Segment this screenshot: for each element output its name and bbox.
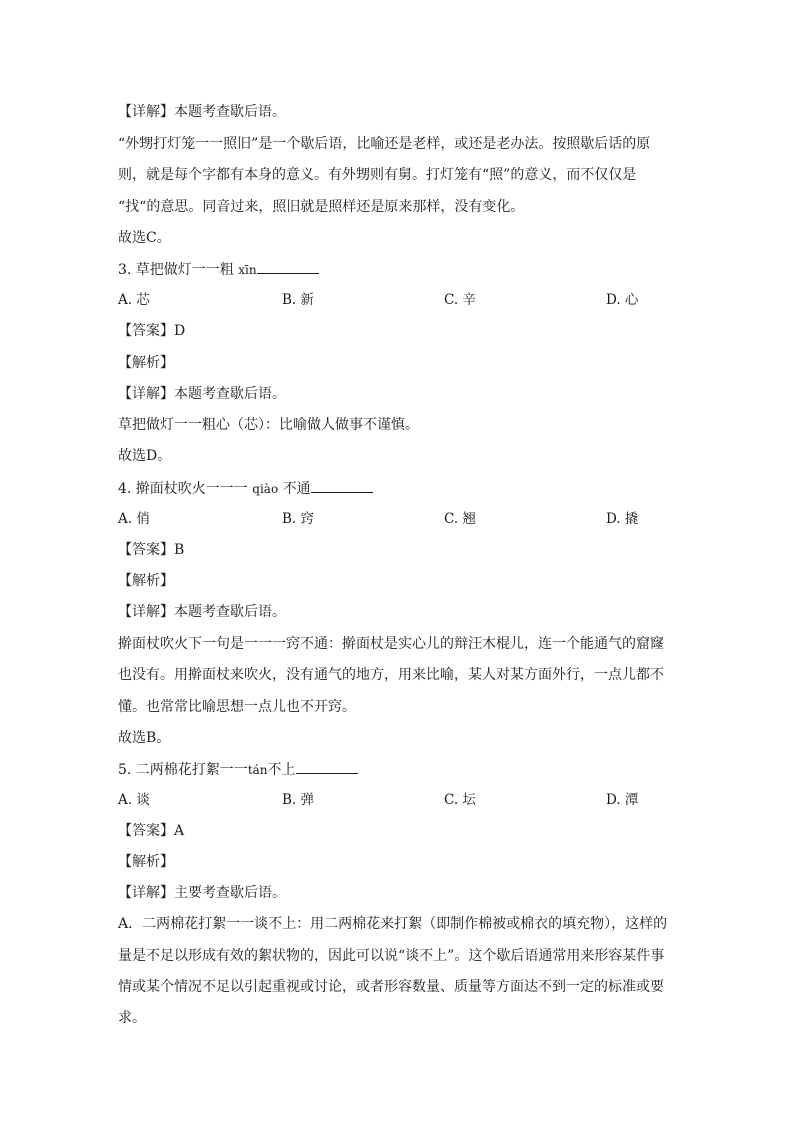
q5-detail-line-4: 求。 [118, 1010, 146, 1026]
q5-option-a: A. 谈 [118, 792, 150, 808]
q5-detail-line-3: 情或某个情况不足以引起重视或讨论，或者形容数量、质量等方面达不到一定的标准或要 [118, 979, 664, 995]
q4-stem [118, 478, 373, 499]
q5-option-b: B. 弹 [282, 792, 315, 808]
q5-answer: 【答案】A [118, 823, 185, 839]
q4-detail-line-2: 也没有。用擀面杖来吹火，没有通气的地方，用来比喻，某人对某方面外行，一点儿都不 [118, 667, 664, 683]
q4-detail-line-1: 擀面杖吹火下一句是一一一窍不通：擀面杖是实心儿的辩汪木棍儿，连一个能通气的窟窿 [118, 636, 664, 652]
q4-option-d: D. 撬 [606, 511, 639, 527]
q4-answer-blank [311, 478, 373, 493]
q2-detail-line-3: “找“的意思。同音过来，照旧就是照样还是原来那样，没有变化。 [118, 199, 525, 215]
q4-option-a: A. 俏 [118, 511, 150, 527]
q4-analysis: 【解析】 [118, 573, 174, 589]
q4-option-b: B. 窍 [282, 511, 315, 527]
q2-detail-line-1: “外甥打灯笼一一照旧”是一个歇后语，比喻还是老样，或还是老办法。按照歇后话的原 [118, 136, 651, 152]
q3-option-b: B. 新 [282, 292, 315, 308]
q3-option-a: A. 芯 [118, 292, 150, 308]
q3-option-c: C. 辛 [444, 292, 476, 308]
q5-stem-tail: 不上 [267, 762, 296, 778]
q2-detail-tag: 【详解】本题考查歇后语。 [118, 104, 286, 120]
q5-detail-line-2: 量是不足以形成有效的絮状物的，因此可以说“谈不上”。这个歇后语通常用来形容某件事 [118, 948, 665, 964]
q4-conclusion: 故选B。 [118, 730, 171, 746]
q3-stem-text: 3. 草把做灯一一粗 [118, 262, 239, 278]
q4-detail-tag: 【详解】本题考查歇后语。 [118, 604, 286, 620]
q4-option-c: C. 翘 [444, 511, 476, 527]
q3-detail: 草把做灯一一粗心（芯）：比喻做人做事不谨慎。 [118, 417, 419, 433]
q2-detail-line-2: 则，就是每个字都有本身的意义。有外甥则有舅。打灯笼有“照”的意义，而不仅仅是 [118, 167, 637, 183]
q3-analysis: 【解析】 [118, 355, 174, 371]
q3-conclusion: 故选D。 [118, 448, 172, 464]
q3-answer: 【答案】D [118, 323, 186, 339]
q5-stem [118, 759, 358, 780]
q4-stem-text: 4. 擀面杖吹火一一一 [118, 481, 253, 497]
q5-option-d: D. 潭 [606, 792, 639, 808]
q3-answer-blank [257, 259, 319, 274]
q5-analysis: 【解析】 [118, 854, 174, 870]
q3-detail-tag: 【详解】本题考查歇后语。 [118, 386, 286, 402]
q5-detail-line-1: A．二两棉花打絮一一谈不上：用二两棉花来打絮（即制作棉被或棉衣的填充物），这样的 [118, 916, 668, 932]
q3-pinyin: xīn [238, 263, 257, 277]
q4-answer: 【答案】B [118, 542, 185, 558]
q5-pinyin: tán [247, 763, 268, 777]
q4-detail-line-3: 懂。也常常比喻思想一点儿也不开窍。 [118, 699, 356, 715]
q5-option-c: C. 坛 [444, 792, 476, 808]
q5-stem-text: 5. 二两棉花打絮一一 [118, 762, 248, 778]
q4-pinyin: qiào [252, 482, 279, 496]
q2-conclusion: 故选C。 [118, 230, 171, 246]
q3-option-d: D. 心 [606, 292, 639, 308]
q4-stem-tail: 不通 [278, 481, 311, 497]
q3-stem [118, 259, 319, 280]
q5-answer-blank [296, 759, 358, 774]
q5-detail-tag: 【详解】主要考查歇后语。 [118, 885, 286, 901]
